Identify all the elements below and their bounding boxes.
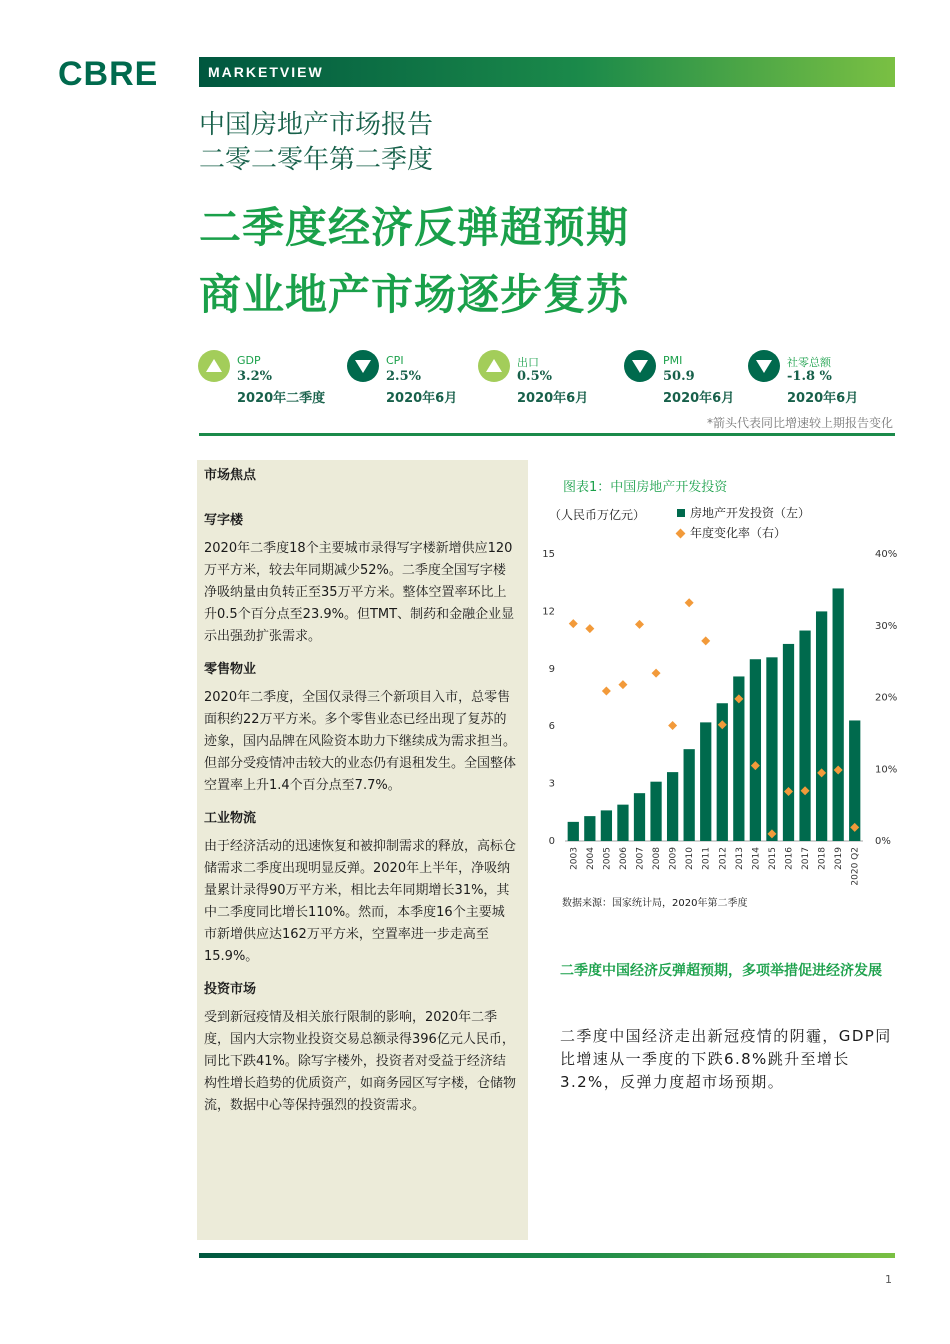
trend-down-icon — [347, 350, 379, 382]
category-label: 2005 — [602, 847, 613, 870]
arrow-note: *箭头代表同比增速较上期报告变化 — [706, 416, 893, 430]
category-label: 2013 — [734, 847, 745, 870]
legend-item-bars — [677, 504, 810, 521]
indicator-period: 2020年6月 — [386, 391, 458, 406]
indicator-value: 50.9 — [663, 369, 695, 384]
marketview-bar — [199, 57, 895, 87]
category-label: 2020 Q2 — [850, 847, 861, 886]
left-axis-tick: 3 — [548, 778, 555, 790]
rate-point — [635, 620, 644, 629]
bar — [568, 822, 579, 841]
section-text: 由于经济活动的迅速恢复和被抑制需求的释放，高标仓储需求二季度出现明显反弹。2020年上半年，净吸纳量累计录得90万平方米，相比去年同期增长31%，其中二季度同比增长110%。然而，本季度16个主要城市新增供应达162万平方米，空置率进一步走高至15.9%。 — [204, 839, 517, 964]
trend-up-icon — [478, 350, 510, 382]
category-label: 2016 — [784, 847, 795, 870]
footer-bar — [199, 1253, 895, 1258]
section-subhead: 二季度中国经济反弹超预期，多项举措促进经济发展 — [560, 963, 882, 979]
section-paragraph: 二季度中国经济走出新冠疫情的阴霾，GDP同比增速从一季度的下跌6.8%跳升至增长3.2%，反弹力度超市场预期。 — [560, 1027, 892, 1091]
indicator-label: CPI — [386, 354, 404, 367]
category-label: 2018 — [817, 847, 828, 870]
category-label: 2003 — [569, 847, 580, 870]
right-axis-tick: 0% — [875, 836, 891, 847]
category-label: 2015 — [767, 847, 778, 870]
marketview-label: MARKETVIEW — [208, 64, 324, 80]
bar — [601, 810, 612, 841]
legend-item-rate — [677, 524, 786, 541]
bar — [799, 631, 810, 841]
chart-plot — [542, 546, 898, 886]
indicator-period: 2020年二季度 — [237, 391, 326, 406]
legend-diamond-icon — [676, 529, 686, 539]
right-axis-tick: 40% — [875, 549, 898, 560]
section-text: 受到新冠疫情及相关旅行限制的影响，2020年二季度，国内大宗物业投资交易总额录得396亿元人民币，同比下跌41%。除写字楼外，投资者对受益于经济结构性增长趋势的优质资产，如商务园区写字楼，仓储物流，数据中心等保持强烈的投资需求。 — [204, 1010, 517, 1113]
indicator-period: 2020年6月 — [787, 391, 859, 406]
bar — [750, 659, 761, 841]
category-label: 2004 — [585, 847, 596, 870]
indicator-label: PMI — [663, 354, 683, 367]
bar — [650, 782, 661, 841]
indicator-label: 社零总额 — [787, 356, 831, 369]
bar — [634, 793, 645, 841]
right-axis-tick: 10% — [875, 764, 898, 776]
indicator-period: 2020年6月 — [663, 391, 735, 406]
page-number: 1 — [885, 1273, 892, 1286]
category-label: 2010 — [685, 847, 696, 870]
category-label: 2007 — [635, 847, 646, 870]
rate-point — [569, 619, 578, 628]
rate-point — [652, 669, 661, 678]
right-axis-tick: 20% — [875, 692, 898, 704]
headline-2: 商业地产市场逐步复苏 — [199, 270, 630, 319]
category-label: 2012 — [718, 847, 729, 870]
section-text: 2020年二季度18个主要城市录得写字楼新增供应120万平方米，较去年同期减少52%。二季度全国写字楼净吸纳量由负转正至35万平方米。整体空置率环比上升0.5个百分点至23.9%。但TMT、制药和金融企业显示出强劲扩张需求。 — [204, 541, 515, 644]
indicator-value: 3.2% — [237, 369, 272, 384]
category-label: 2017 — [801, 847, 812, 870]
cbre-logo: CBRE — [58, 55, 159, 93]
section-text: 2020年二季度，全国仅录得三个新项目入市，总零售面积约22万平方米。多个零售业态已经出现了复苏的迹象，国内品牌在风险资本助力下继续成为需求担当。但部分受疫情冲击较大的业态仍有退租发生。全国整体空置率上升1.4个百分点至7.7%。 — [204, 690, 517, 793]
legend-square-icon — [677, 509, 685, 517]
indicator-period: 2020年6月 — [517, 391, 589, 406]
investment-chart — [542, 472, 898, 912]
market-focus-panel — [197, 460, 528, 1240]
legend-label: 房地产开发投资（左） — [690, 506, 811, 520]
trend-down-icon — [624, 350, 656, 382]
report-title: 中国房地产市场报告 — [199, 110, 434, 140]
headline-1: 二季度经济反弹超预期 — [199, 203, 630, 252]
chart-source: 数据来源：国家统计局，2020年第二季度 — [562, 898, 748, 909]
trend-up-icon — [198, 350, 230, 382]
category-label: 2009 — [668, 847, 679, 870]
rate-point — [618, 680, 627, 689]
rate-point — [701, 636, 710, 645]
bar — [617, 805, 628, 841]
indicator-label: GDP — [237, 354, 261, 367]
category-label: 2014 — [751, 847, 762, 870]
legend-label: 年度变化率（右） — [690, 526, 787, 540]
market-focus-title: 市场焦点 — [204, 468, 257, 483]
category-label: 2011 — [701, 847, 712, 870]
left-axis-tick: 0 — [548, 836, 555, 847]
category-label: 2008 — [652, 847, 663, 870]
bar — [667, 772, 678, 841]
category-label: 2019 — [834, 847, 845, 870]
bar — [584, 816, 595, 841]
chart-title: 图表1：中国房地产开发投资 — [563, 480, 728, 495]
rate-point — [685, 598, 694, 607]
section-heading: 工业物流 — [204, 811, 257, 826]
indicator-value: 2.5% — [386, 369, 421, 384]
trend-down-icon — [748, 350, 780, 382]
divider — [199, 433, 895, 436]
section-heading: 投资市场 — [204, 982, 257, 997]
left-axis-tick: 6 — [548, 721, 555, 733]
bar — [783, 644, 794, 841]
bar — [766, 657, 777, 841]
chart-unit-label: （人民币万亿元） — [549, 508, 646, 522]
indicator-value: 0.5% — [517, 369, 552, 384]
rate-point — [602, 687, 611, 696]
bar — [684, 749, 695, 841]
left-axis-tick: 12 — [542, 606, 555, 618]
left-axis-tick: 9 — [548, 663, 555, 675]
rate-point — [668, 721, 677, 730]
indicator-value: -1.8 % — [787, 369, 832, 384]
bar — [816, 611, 827, 841]
report-period: 二零二零年第二季度 — [199, 145, 434, 175]
indicator-label: 出口 — [517, 356, 539, 369]
bar — [700, 722, 711, 841]
right-axis-tick: 30% — [875, 620, 898, 632]
section-heading: 写字楼 — [204, 513, 244, 528]
category-label: 2006 — [618, 847, 629, 870]
rate-point — [585, 624, 594, 633]
section-heading: 零售物业 — [204, 662, 257, 677]
left-axis-tick: 15 — [542, 549, 555, 560]
bar — [833, 588, 844, 841]
